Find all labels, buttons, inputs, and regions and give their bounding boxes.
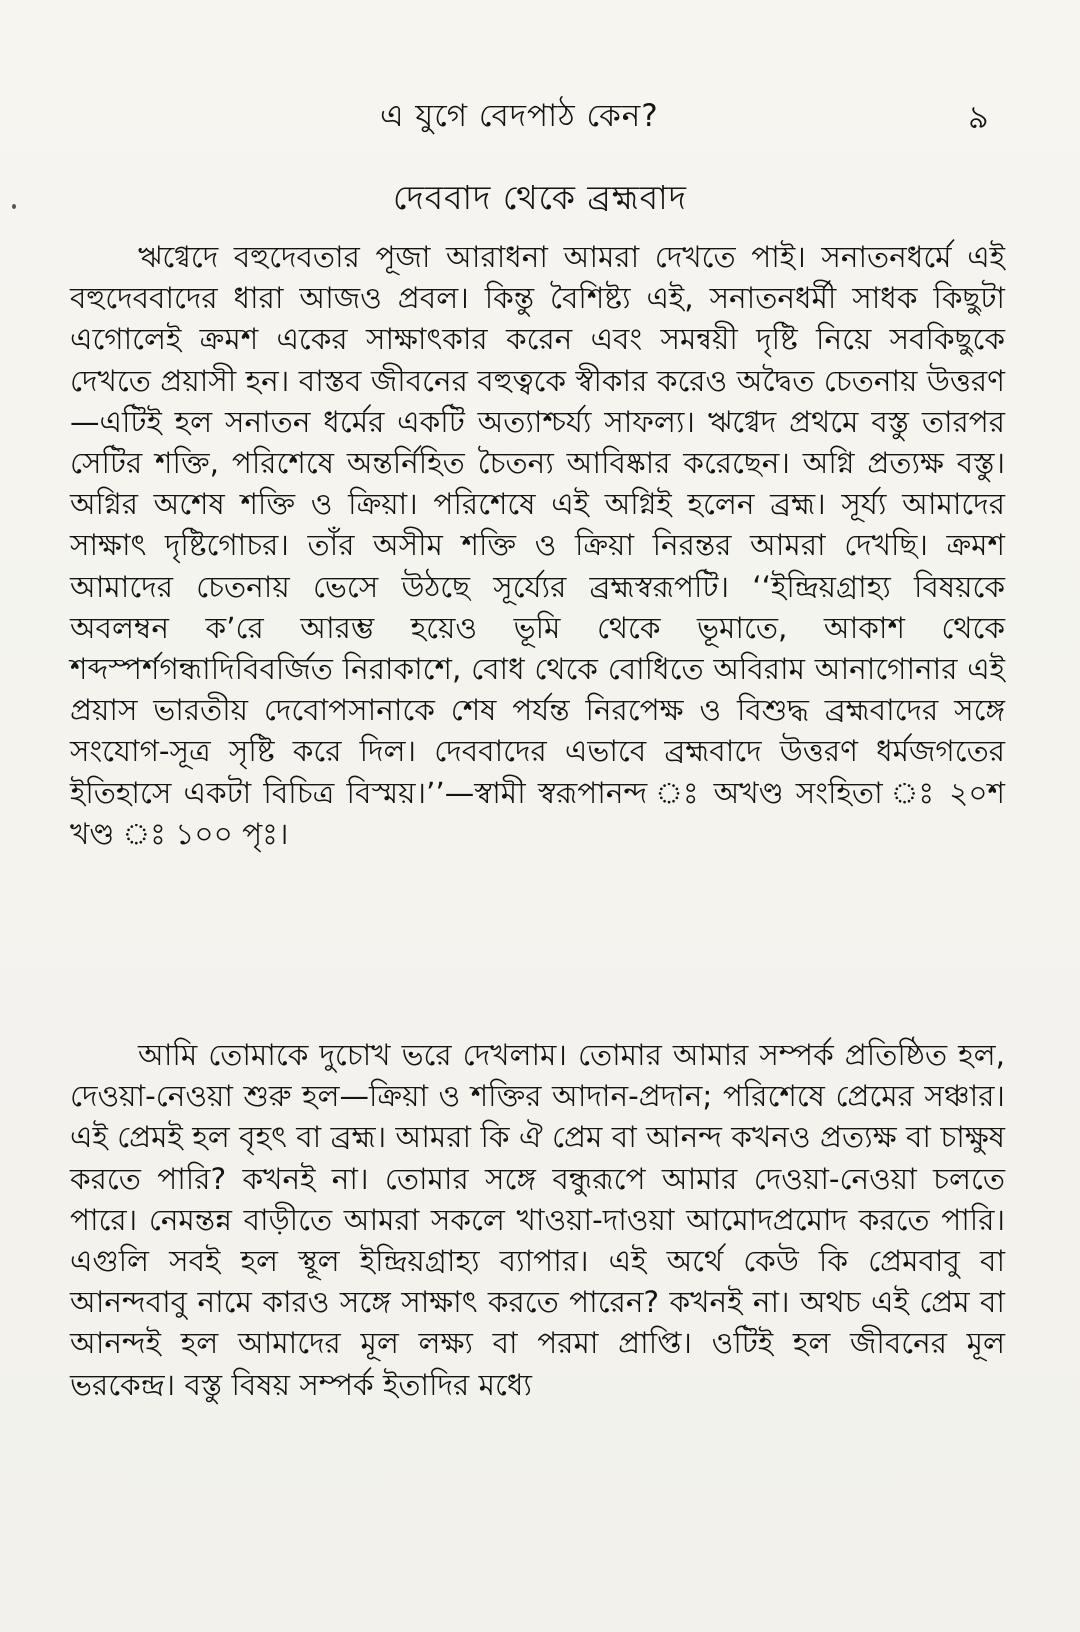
running-title: এ যুগে বেদপাঠ কেন? [380, 98, 659, 134]
page-number: ৯ [968, 98, 989, 136]
paragraph-1: ঋগ্বেদে বহুদেবতার পূজা আরাধনা আমরা দেখতে পাই। সনাতনধর্মে এই বহুদেববাদের ধারা আজও প্রবল। কিন্তু বৈশিষ্ট্য এই, সনাতনধর্মী সাধক কিছুটা এগোলেই ক্রমশ একের সাক্ষাৎকার করেন এবং সমন্বয়ী দৃষ্টি নিয়ে সবকিছুকে দেখতে প্রয়াসী হন। বাস্তব জীবনের বহুত্বকে স্বীকার করেও অদ্বৈত চেতনায় উত্তরণ—এটিই হল সনাতন ধর্মের একটি অত্যাশ্চর্য্য সাফল্য। ঋগ্বেদ প্রথমে বস্তু তারপর সেটির শক্তি, পরিশেষে অন্তর্নিহিত চৈতন্য আবিষ্কার করেছেন। অগ্নি প্রত্যক্ষ বস্তু। অগ্নির অশেষ শক্তি ও ক্রিয়া। পরিশেষে এই অগ্নিই হলেন ব্রহ্ম। সূর্য্য আমাদের সাক্ষাৎ দৃষ্টিগোচর। তাঁর অসীম শক্তি ও ক্রিয়া নিরন্তর আমরা দেখছি। ক্রমশ আমাদের চেতনায় ভেসে উঠছে সূর্য্যের ব্রহ্মস্বরূপটি। ‘‘ইন্দ্রিয়গ্রাহ্য বিষয়কে অবলম্বন ক’রে আরম্ভ হয়েও ভূমি থেকে ভূমাতে, আকাশ থেকে শব্দস্পর্শগন্ধাদিবিবর্জিত নিরাকাশে, বোধ থেকে বোধিতে অবিরাম আনাগোনার এই প্রয়াস ভারতীয় দেবোপসানাকে শেষ পর্যন্ত নিরপেক্ষ ও বিশুদ্ধ ব্রহ্মবাদের সঙ্গে সংযোগ-সূত্র সৃষ্টি করে দিল। দেববাদের এভাবে ব্রহ্মবাদে উত্তরণ ধর্মজগতের ইতিহাসে একটা বিচিত্র বিস্ময়।’’—স্বামী স্বরূপানন্দ ঃ অখণ্ড সংহিতা ঃ ২০শ খণ্ড ঃ ১০০ পৃঃ। [70, 240, 1005, 851]
paragraph-2: আমি তোমাকে দুচোখ ভরে দেখলাম। তোমার আমার সম্পর্ক প্রতিষ্ঠিত হল, দেওয়া-নেওয়া শুরু হল—ক্রিয়া ও শক্তির আদান-প্রদান; পরিশেষে প্রেমের সঞ্চার। এই প্রেমই হল বৃহৎ বা ব্রহ্ম। আমরা কি ঐ প্রেম বা আনন্দ কখনও প্রত্যক্ষ বা চাক্ষুষ করতে পারি? কখনই না। তোমার সঙ্গে বন্ধুরূপে আমার দেওয়া-নেওয়া চলতে পারে। নেমন্তন্ন বাড়ীতে আমরা সকলে খাওয়া-দাওয়া আমোদপ্রমোদ করতে পারি। এগুলি সবই হল স্থূল ইন্দ্রিয়গ্রাহ্য ব্যাপার। এই অর্থে কেউ কি প্রেমবাবু বা আনন্দবাবু নামে কারও সঙ্গে সাক্ষাৎ করতে পারেন? কখনই না। অথচ এই প্রেম বা আনন্দই হল আমাদের মূল লক্ষ্য বা পরমা প্রাপ্তি। ওটিই হল জীবনের মূল ভরকেন্দ্র। বস্তু বিষয় সম্পর্ক ইতাদির মধ্যে [70, 1038, 1005, 1402]
running-header [0, 92, 1080, 136]
section-title: দেববাদ থেকে ব্রহ্মবাদ [392, 178, 688, 217]
